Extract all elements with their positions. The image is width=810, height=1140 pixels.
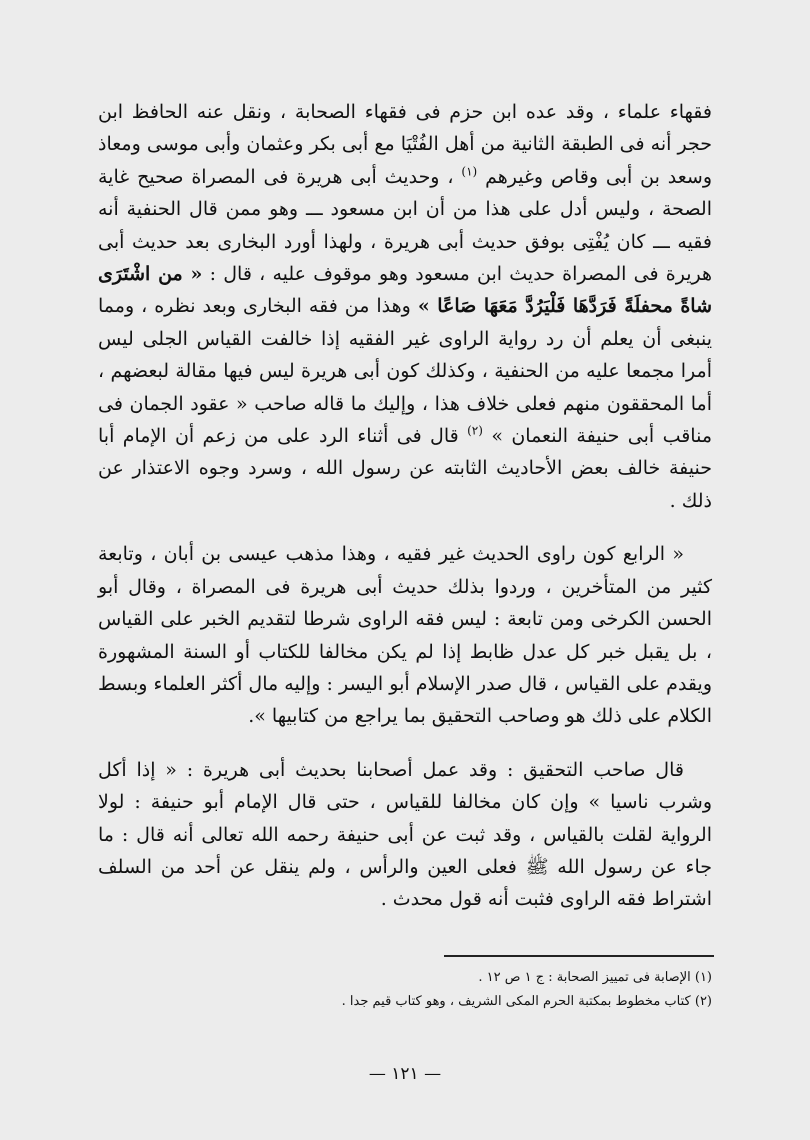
footnote-1: (١) الإصابة فى تمييز الصحابة : ج ١ ص ١٢ .: [478, 970, 712, 985]
footnotes: [98, 966, 712, 1014]
paragraph-1-part-3: وهذا من فقه البخارى وبعد نظره ، ومما ينبغى أن يعلم أن رد رواية الراوى غير الفقيه إذا خالفت القياس الجلى ليس أمرا مجمعا عليه من الحنفية ، وكذلك كون أبى هريرة ليس فيها مقالة لبعضهم ، أما المحققون منهم فعلى خلاف هذا ، وإليك ما قاله صاحب « عقود الجمان فى مناقب أبى حنيفة النعمان »: [98, 295, 713, 448]
paragraph-1-part-1: فقهاء علماء ، وقد عده ابن حزم فى فقهاء الصحابة ، ونقل عنه الحافظ ابن حجر أنه فى الطبقة الثانية من أهل الفُتْيَا مع أبى بكر وعثمان وأبى موسى ومعاذ وسعد بن أبى وقاص وغيرهم: [98, 101, 713, 188]
main-text: [98, 96, 712, 937]
footnote-ref-1: (١): [461, 164, 478, 179]
paragraph-1: [98, 96, 712, 517]
footnote-ref-2: (٢): [467, 423, 483, 438]
paragraph-3: قال صاحب التحقيق : وقد عمل أصحابنا بحديث أبى هريرة : « إذا أكل وشرب ناسيا » وإن كان مخالفا للقياس ، حتى قال الإمام أبو حنيفة : لولا الرواية لقلت بالقياس ، وقد ثبت عن أبى حنيفة رحمه الله تعالى أنه قال : ما جاء عن رسول الله ﷺ فعلى العين والرأس ، ولم ينقل عن أحد من السلف اشتراط فقه الراوى فثبت أنه قول محدث .: [98, 758, 712, 911]
paragraph-2: « الرابع كون راوى الحديث غير فقيه ، وهذا مذهب عيسى بن أبان ، وتابعة كثير من المتأخرين ، وردوا بذلك حديث أبى هريرة فى المصراة ، وقال أبو الحسن الكرخى ومن تابعة : ليس فقه الراوى شرطا لتقديم الخبر على القياس ، بل يقبل خبر كل عدل ظابط إذا لم يكن مخالفا للكتاب أو السنة المشهورة ويقدم على القياس ، قال صدر الإسلام أبو اليسر : وإليه مال أكثر العلماء وبسط الكلام على ذلك هو وصاحب التحقيق بما يراجع من كتابيها ».: [98, 543, 712, 728]
paragraph-1-part-2: ، وحديث أبى هريرة فى المصراة صحيح غاية الصحة ، وليس أدل على هذا من أن ابن مسعود ـــ وهو ممن قال الحنفية أنه فقيه ـــ كان يُفْتِى بوفق حديث أبى هريرة ، ولهذا أورد البخارى بعد حديث أبى هريرة فى المصراة حديث ابن مسعود وهو موقوف عليه ، قال :: [98, 165, 712, 286]
paragraph-1-part-4: قال فى أثناء الرد على من زعم أن الإمام أبا حنيفة خالف بعض الأحاديث الثابته عن رسول الله ، وسرد وجوه الاعتذار عن ذلك .: [98, 425, 712, 512]
footnote-2: (٢) كتاب مخطوط بمكتبة الحرم المكى الشريف ، وهو كتاب قيم جدا .: [341, 994, 712, 1009]
page-number: — ١٢١ —: [368, 1064, 442, 1084]
hadith-quote: « من اشْتَرَى شاةً محفلَةً فَرَدَّهَا فَلْيَرُدَّ مَعَهَا صَاعًا »: [98, 263, 712, 318]
footnote-divider: [444, 955, 714, 957]
